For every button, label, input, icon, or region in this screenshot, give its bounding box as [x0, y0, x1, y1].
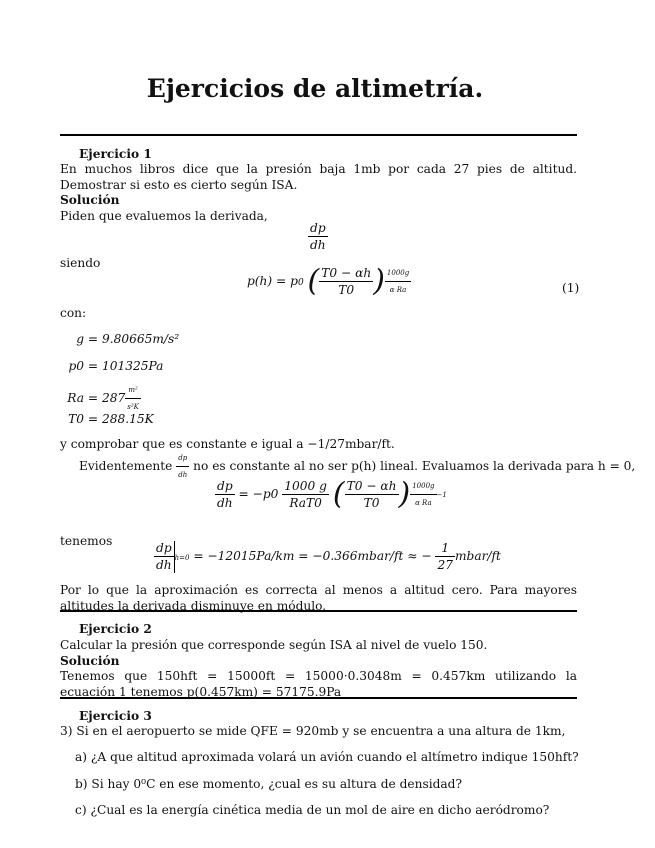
exercise-1-solution-label: Solución [60, 193, 120, 207]
exercise-2-statement: Calcular la presión que corresponde según ISA al nivel de vuelo 150. [60, 638, 488, 652]
equation-exp-num: 1000g [386, 269, 410, 277]
siendo-text: siendo [60, 256, 101, 270]
check-text: y comprobar que es constante e igual a −1/27mbar/ft. [60, 437, 395, 451]
var-p0: p0 = 101325Pa [68, 359, 164, 373]
exercise-3-statement: 3) Si en el aeropuerto se mide QFE = 920mb y se encuentra a una altura de 1km, [60, 724, 566, 738]
exercise-3-heading: Ejercicio 3 [79, 709, 152, 723]
equation-lhs: p(h) = p [247, 274, 298, 288]
divider [60, 610, 577, 612]
exercise-1-intro: Piden que evaluemos la derivada, [60, 209, 268, 223]
divider [60, 134, 577, 136]
exercise-1-heading: Ejercicio 1 [79, 147, 152, 161]
exercise-1-statement: En muchos libros dice que la presión baja 1mb por cada 27 pies de altitud. Demostrar si esto es cierto según ISA. [60, 162, 577, 192]
exercise-1-conclusion: Por lo que la aproximación es correcta al menos a altitud cero. Para mayores altitudes la derivada disminuye en módulo. [60, 583, 577, 613]
page-title: Ejercicios de altimetría. [146, 74, 484, 103]
evident-text: Evidentemente $\frac{dp}{dh}$ no es constante al no ser p(h) lineal. Evaluamos la derivada para h = 0, [79, 450, 635, 483]
equation-1: p(h) = p0 ( $\frac{T0 - \alpha h}{T0}$ ) $\frac{1000g}{\text{α Ra}}$ [247, 263, 410, 299]
equation-number: (1) [562, 281, 580, 295]
var-ra: Ra = 287 $\frac{\text{m²}}{\text{s²K}}$ [60, 382, 141, 415]
deriv-numerator: dp [310, 221, 326, 235]
derivative-formula [308, 220, 328, 253]
evaluated-derivative: $\frac{dp}{dh}$ h=0 = −12015Pa/km = −0.366mbar/ft ≈ − $\frac{1}{27}$ mbar/ft [156, 541, 501, 572]
var-t0: T0 = 288.15K [68, 412, 154, 426]
equation-exp-den: α Ra [385, 281, 411, 298]
equation-frac-den: T0 [319, 281, 373, 298]
exercise-3-item-a: a) ¿A que altitud aproximada volará un avión cuando el altímetro indique 150hft? [75, 750, 579, 764]
derivative-expansion: $\frac{dp}{dh}$ = −p0 $\frac{1000 g}{\text{RaT0}}$ ( $\frac{T0 - \alpha h}{T0}$ ) $^{\frac{1000g}{\text{α Ra}} -1}$ [217, 476, 447, 512]
tenemos-text: tenemos [60, 534, 113, 548]
exercise-2-heading: Ejercicio 2 [79, 622, 152, 636]
exercise-3-item-b: b) Si hay 0⁰C en ese momento, ¿cual es su altura de densidad? [75, 777, 463, 791]
divider [60, 697, 577, 699]
equation-frac-num: T0 − αh [321, 266, 372, 280]
exercise-2-solution-label: Solución [60, 654, 120, 668]
con-text: con: [60, 306, 87, 320]
deriv-denominator: dh [310, 238, 326, 252]
exercise-2-solution: Tenemos que 150hft = 15000ft = 15000·0.3048m = 0.457km utilizando la ecuación 1 tenemos p(0.457km) = 57175.9Pa [60, 669, 577, 699]
var-g: g = 9.80665m/s² [76, 332, 180, 346]
exercise-3-item-c: c) ¿Cual es la energía cinética media de un mol de aire en dicho aeródromo? [75, 803, 550, 817]
